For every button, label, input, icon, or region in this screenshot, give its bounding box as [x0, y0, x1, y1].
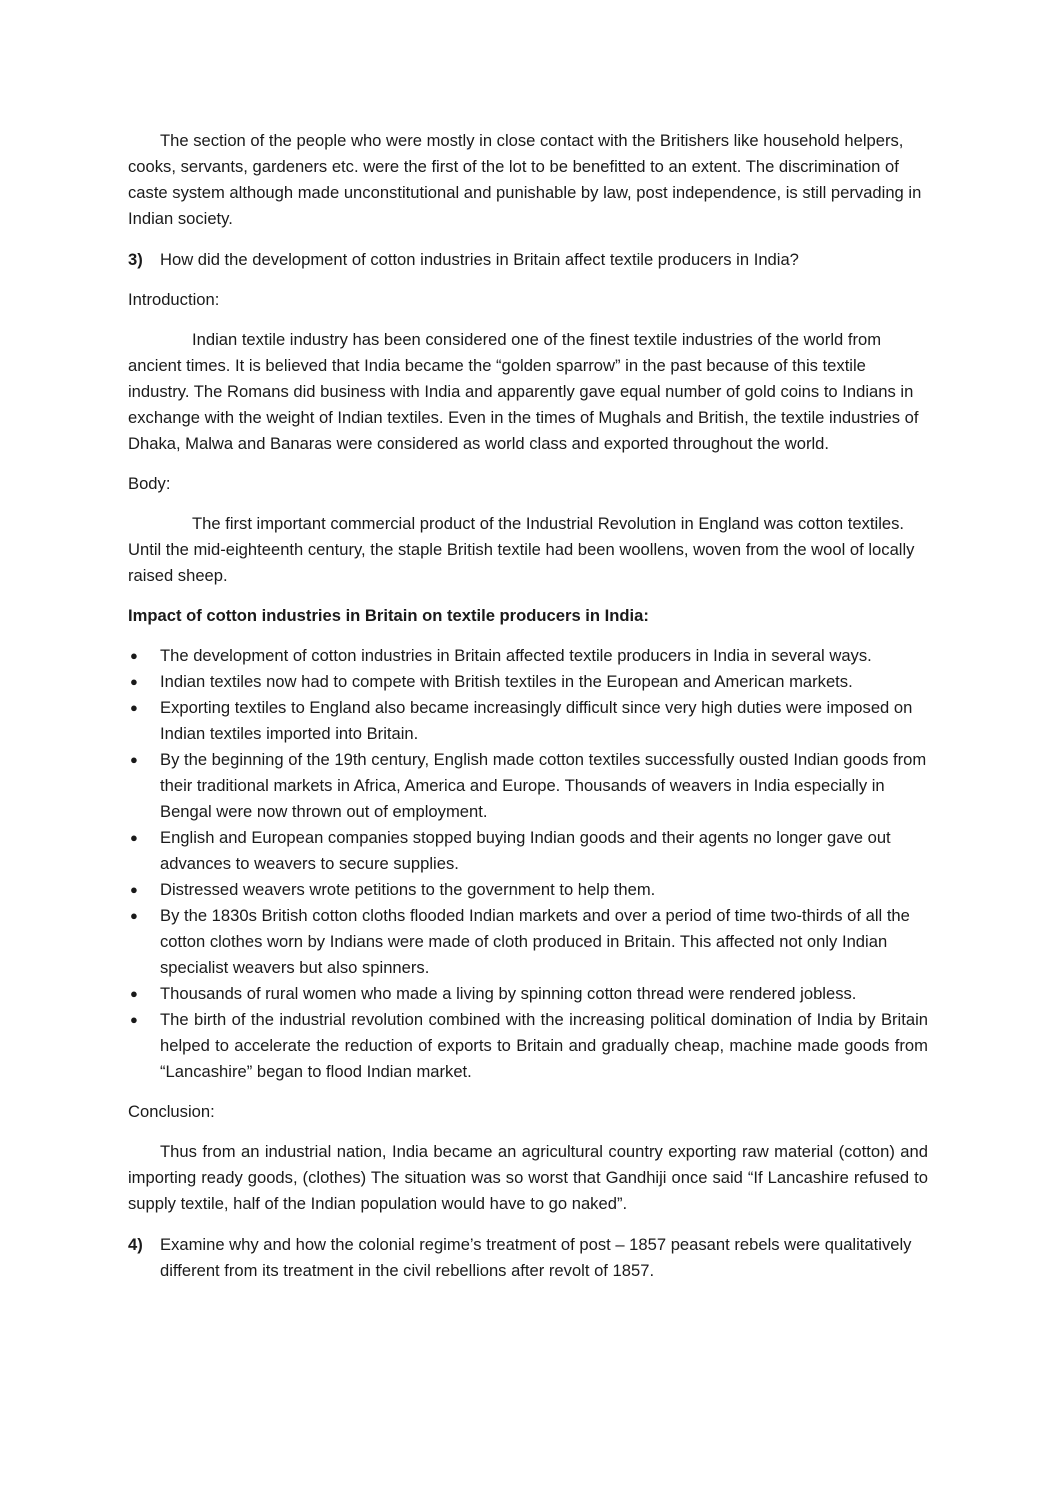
list-item-text: Distressed weavers wrote petitions to the government to help them.	[160, 880, 656, 899]
introduction-label: Introduction:	[128, 290, 220, 309]
list-item	[128, 747, 928, 825]
bullet-icon: ●	[130, 752, 138, 767]
bullet-icon: ●	[130, 1012, 138, 1027]
impact-heading: Impact of cotton industries in Britain on textile producers in India:	[128, 606, 649, 625]
list-item	[128, 981, 928, 1007]
list-item	[128, 643, 928, 669]
bullet-icon: ●	[130, 908, 138, 923]
list-item	[128, 877, 928, 903]
list-item	[128, 1007, 928, 1085]
conclusion-paragraph: Thus from an industrial nation, India became an agricultural country exporting raw material (cotton) and importing ready goods, (clothes) The situation was so worst that Gandhiji once said “If Lancashire refused to supply textile, half of the Indian population would have to go naked”.	[128, 1142, 928, 1213]
conclusion-label: Conclusion:	[128, 1102, 215, 1121]
body-paragraph: The first important commercial product of the Industrial Revolution in England was cotton textiles. Until the mid-eighteenth century, the staple British textile had been woollens, woven from the wool of locally raised sheep.	[128, 514, 915, 585]
bullet-icon: ●	[130, 674, 138, 689]
list-item-text: Exporting textiles to England also became increasingly difficult since very high duties were imposed on Indian textiles imported into Britain.	[160, 698, 913, 743]
body-label: Body:	[128, 474, 171, 493]
page-content	[128, 128, 928, 1284]
question-4-text: Examine why and how the colonial regime’s treatment of post – 1857 peasant rebels were qualitatively different from its treatment in the civil rebellions after revolt of 1857.	[160, 1235, 912, 1280]
list-item	[128, 695, 928, 747]
bullet-icon: ●	[130, 648, 138, 663]
question-3	[128, 247, 928, 273]
impact-bullet-list	[128, 643, 928, 1085]
list-item-text: English and European companies stopped buying Indian goods and their agents no longer gave out advances to weavers to secure supplies.	[160, 828, 891, 873]
list-item-text: The development of cotton industries in Britain affected textile producers in India in several ways.	[160, 646, 872, 665]
question-3-text: How did the development of cotton industries in Britain affect textile producers in India?	[160, 250, 799, 269]
question-3-number: 3)	[128, 250, 143, 269]
list-item-text: By the beginning of the 19th century, English made cotton textiles successfully ousted Indian goods from their traditional markets in Africa, America and Europe. Thousands of weavers in India especially in Bengal were now thrown out of employment.	[160, 750, 927, 821]
bullet-icon: ●	[130, 700, 138, 715]
bullet-icon: ●	[130, 986, 138, 1001]
list-item	[128, 669, 928, 695]
list-item-text: Indian textiles now had to compete with British textiles in the European and American markets.	[160, 672, 853, 691]
list-item	[128, 825, 928, 877]
list-item	[128, 903, 928, 981]
intro-continuation-paragraph: The section of the people who were mostly in close contact with the Britishers like household helpers, cooks, servants, gardeners etc. were the first of the lot to be benefitted to an extent. The discrimination of caste system although made unconstitutional and punishable by law, post independence, is still pervading in Indian society.	[128, 131, 922, 228]
list-item-text: By the 1830s British cotton cloths flooded Indian markets and over a period of time two-thirds of all the cotton clothes worn by Indians were made of cloth produced in Britain. This affected not only Indian specialist weavers but also spinners.	[160, 906, 910, 977]
question-4	[128, 1232, 928, 1284]
bullet-icon: ●	[130, 882, 138, 897]
list-item-text: The birth of the industrial revolution combined with the increasing political domination of India by Britain helped to accelerate the reduction of exports to Britain and gradually cheap, machine made goods from “Lancashire” began to flood Indian market.	[160, 1010, 928, 1081]
introduction-paragraph: Indian textile industry has been considered one of the finest textile industries of the world from ancient times. It is believed that India became the “golden sparrow” in the past because of this textile industry. The Romans did business with India and apparently gave equal number of gold coins to Indians in exchange with the weight of Indian textiles. Even in the times of Mughals and British, the textile industries of Dhaka, Malwa and Banaras were considered as world class and exported throughout the world.	[128, 330, 919, 453]
list-item-text: Thousands of rural women who made a living by spinning cotton thread were rendered jobless.	[160, 984, 857, 1003]
bullet-icon: ●	[130, 830, 138, 845]
question-4-number: 4)	[128, 1235, 143, 1254]
